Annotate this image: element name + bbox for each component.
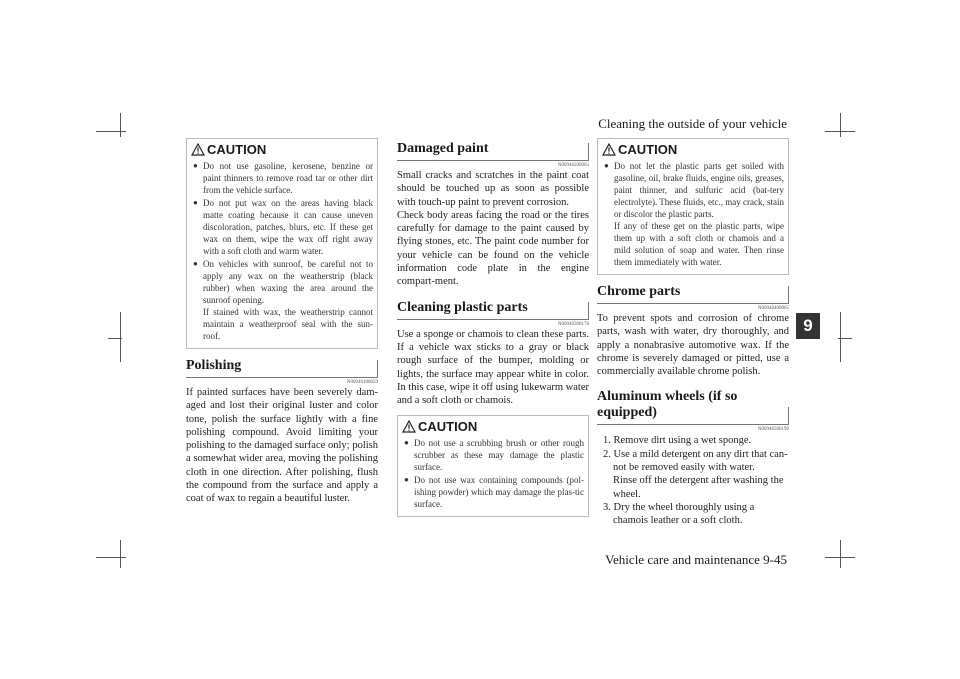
crop-mark	[120, 312, 121, 362]
caution-item: ● Do not use a scrubbing brush or other rough scrubber as these may damage the plastic surface.	[404, 438, 584, 473]
caution-heading	[191, 142, 373, 157]
column-left	[186, 138, 378, 506]
page-header: Cleaning the outside of your vehicle	[598, 116, 787, 131]
column-middle	[397, 138, 589, 517]
crop-mark	[840, 312, 841, 362]
caution-item: ● Do not let the plastic parts get soiled with gasoline, oil, brake fluids, engine oils, greases, paint thinner, and sulfuric acid (bat-tery electrolyte). These fluids, etc., may crack, stain or discolor the plastic parts. If any of these get on the plastic parts, wipe them up with a soft cloth or chamois and a mild solution of soap and water. Then rinse them immediately with water.	[604, 161, 785, 267]
section-title-polishing: Polishing	[186, 355, 378, 378]
bullet-icon: ●	[404, 475, 409, 485]
caution-item: ● Do not put wax on the areas having black matte coating because it can cause uneven discoloration, patches, blurs, etc. If these get wax on them, wipe the wax off right away with a soft cloth and warm water.	[193, 198, 373, 256]
damaged-paint-text-1: Small cracks and scratches in the paint coat should be touched up as soon as possible with touch-up paint to prevent corrosion.	[397, 170, 589, 208]
section-title-damaged-paint: Damaged paint	[397, 138, 589, 161]
caution-label: CAUTION	[618, 142, 678, 157]
section-code: N00946100059	[346, 380, 378, 385]
bullet-icon: ●	[193, 198, 198, 207]
section-code: N00946200063	[557, 163, 589, 168]
column-right	[597, 138, 789, 528]
section-title-aluminum-wheels: Aluminum wheels (if so equipped)	[597, 386, 789, 425]
warning-triangle-icon	[191, 143, 205, 156]
crop-mark	[840, 540, 841, 568]
crop-mark	[96, 557, 126, 558]
list-item: 2. Use a mild detergent on any dirt that can-not be removed easily with water. Rinse off the detergent after washing the wheel.	[603, 448, 788, 500]
caution-box	[186, 138, 378, 349]
polishing-text: If painted surfaces have been severely dam-aged and lost their original luster and color tone, polish the surface lightly with a fine polishing compound. Avoid limiting your polishing to the damaged surface only; polish a somewhat wider area, moving the polishing cloth in one direction. After polishing, flush the compound from the surface and apply a coat of wax to regain a beautiful luster.	[186, 387, 378, 505]
warning-triangle-icon	[602, 143, 616, 156]
caution-note: If stained with wax, the weatherstrip cannot maintain a weatherproof seal with the sun-roof.	[203, 307, 373, 341]
caution-item: ● On vehicles with sunroof, be careful not to apply any wax on the weatherstrip (black rubber) when waxing the area around the sunroof opening. If stained with wax, the weatherstrip cannot maintain a weatherproof seal with the sun-roof.	[193, 259, 373, 341]
section-code: N00946400065	[757, 306, 789, 311]
crop-mark	[120, 540, 121, 568]
section-code: N00946500196	[757, 427, 789, 433]
list-item: 3. Dry the wheel thoroughly using a chamois leather or a soft cloth.	[603, 501, 755, 527]
crop-mark	[108, 338, 122, 339]
caution-list	[191, 160, 373, 342]
list-item: 1. Remove dirt using a wet sponge.	[603, 435, 752, 447]
bullet-icon: ●	[193, 161, 198, 170]
caution-item: ● Do not use wax containing compounds (pol-ishing powder) which may damage the plas-tic surface.	[404, 475, 584, 510]
wheel-steps	[597, 434, 789, 527]
warning-triangle-icon	[402, 420, 416, 433]
caution-list	[602, 160, 784, 268]
page-footer: Vehicle care and maintenance 9-45	[605, 552, 787, 567]
caution-label: CAUTION	[418, 419, 478, 435]
caution-box	[397, 415, 589, 517]
crop-mark	[120, 113, 121, 137]
crop-mark	[96, 131, 126, 132]
section-code: N00946300178	[557, 321, 589, 327]
bullet-icon: ●	[604, 161, 609, 170]
caution-box	[597, 138, 789, 275]
step-note: Rinse off the detergent after washing the wheel.	[613, 475, 784, 500]
caution-note: If any of these get on the plastic parts, wipe them up with a soft cloth or chamois and a mild solution of soap and water. Then rinse them immediately with water.	[614, 221, 784, 267]
section-title-plastic-parts: Cleaning plastic parts	[397, 297, 589, 320]
caution-label: CAUTION	[207, 142, 267, 157]
caution-heading	[602, 142, 784, 157]
bullet-icon: ●	[193, 259, 198, 268]
crop-mark	[840, 113, 841, 137]
bullet-icon: ●	[404, 438, 409, 448]
chrome-parts-text: To prevent spots and corrosion of chrome parts, wash with water, dry thoroughly, and apply a nonabrasive automotive wax. If the chrome is severely damaged or pitted, use a commercially available chrome polish.	[597, 313, 789, 378]
caution-list	[402, 437, 584, 510]
section-title-chrome-parts: Chrome parts	[597, 281, 789, 304]
crop-mark	[838, 338, 852, 339]
caution-heading	[402, 419, 584, 434]
plastic-parts-text: Use a sponge or chamois to clean these parts. If a vehicle wax sticks to a gray or black rough surface of the bumper, molding or lights, the surface may appear white in color. In this case, wipe it off using lukewarm water and a soft cloth or chamois.	[397, 328, 589, 407]
caution-item: ● Do not use gasoline, kerosene, benzine or paint thinners to remove road tar or other dirt from the vehicle surface.	[193, 161, 373, 195]
chapter-tab: 9	[796, 313, 820, 339]
damaged-paint-text-2: Check body areas facing the road or the tires carefully for damage to the paint caused by flying stones, etc. The paint code number for your vehicle can be found on the vehicle information code plate in the engine compart-ment.	[397, 209, 589, 288]
